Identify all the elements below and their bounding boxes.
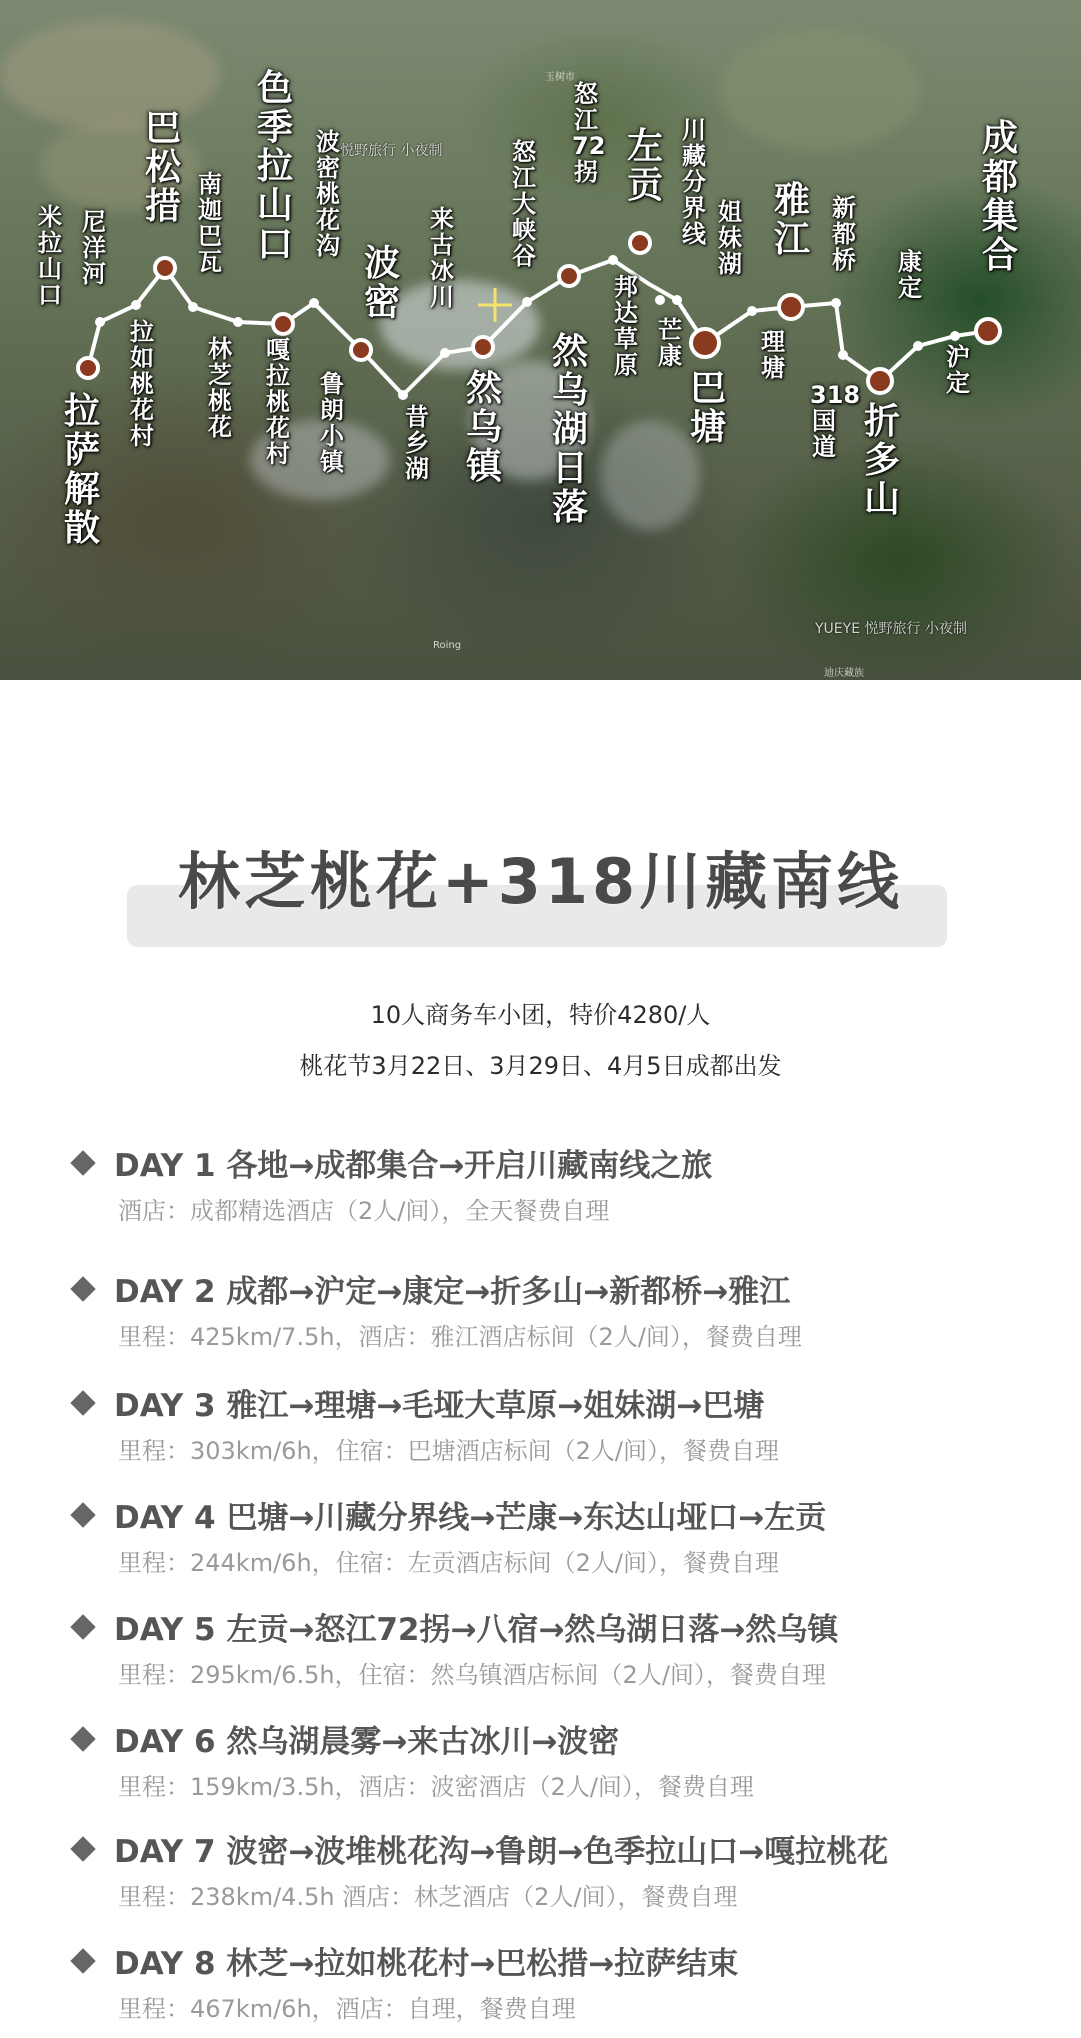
stop-lasa <box>78 358 98 378</box>
day-info: 里程：303km/6h，住宿：巴塘酒店标间（2人/间），餐费自理 <box>118 1437 780 1465</box>
label-nujiang72guai: 怒江72拐 <box>572 80 606 186</box>
stop-zuogong <box>630 233 650 253</box>
label-chuanzangfenjiexian: 川藏分界线 <box>682 116 706 248</box>
route-svg <box>0 0 1081 680</box>
stop-zheduoshan <box>868 369 892 393</box>
label-yajiang: 雅江 <box>773 180 810 260</box>
label-lasa: 拉萨解散 <box>63 391 100 549</box>
label-chengdujihe: 成都集合 <box>981 118 1018 276</box>
label-niyanghe: 尼洋河 <box>82 208 106 288</box>
diamond-bullet-icon <box>70 1726 95 1751</box>
watermark-top: 悦野旅行 小夜制 <box>340 143 443 159</box>
watermark-bottom: YUEYE 悦野旅行 小夜制 <box>815 621 967 637</box>
label-zheduoshan: 折多山 <box>863 401 900 520</box>
label-ranwuhuriluo: 然乌湖日落 <box>551 331 588 528</box>
label-batang: 巴塘 <box>689 368 726 448</box>
crosshair-marker <box>478 288 512 322</box>
day-title: DAY 8 林芝→拉如桃花村→巴松措→拉萨结束 <box>114 1946 739 1982</box>
label-laiguibingchuan: 来古冰川 <box>430 205 454 311</box>
day-info: 里程：467km/6h，酒店：自理，餐费自理 <box>118 1995 576 2023</box>
subtitle-price: 10人商务车小团，特价4280/人 <box>370 1001 711 1029</box>
label-sejilashankou: 色季拉山口 <box>256 68 293 265</box>
diamond-bullet-icon <box>70 1614 95 1639</box>
diamond-bullet-icon <box>70 1948 95 1973</box>
day-info: 里程：238km/4.5h 酒店：林芝酒店（2人/间），餐费自理 <box>118 1883 738 1911</box>
stop-bomi <box>351 340 371 360</box>
itinerary-day-8 <box>70 1938 738 2024</box>
day-info: 酒店：成都精选酒店（2人/间），全天餐费自理 <box>118 1197 610 1225</box>
label-zuogong: 左贡 <box>626 126 663 206</box>
stop-ranwuzhen <box>473 337 493 357</box>
day-info: 里程：425km/7.5h，酒店：雅江酒店标间（2人/间），餐费自理 <box>118 1323 802 1351</box>
itinerary-day-2 <box>70 1266 802 1352</box>
itinerary-day-3 <box>70 1380 779 1466</box>
map-label-diqing: 迪庆藏族 <box>824 668 864 679</box>
label-xindouqiao: 新都桥 <box>832 194 856 274</box>
stop-batang <box>691 329 719 357</box>
label-mangkang: 芒康 <box>658 316 682 370</box>
diamond-bullet-icon <box>70 1150 95 1175</box>
day-info: 里程：295km/6.5h，住宿：然乌镇酒店标间（2人/间），餐费自理 <box>118 1661 826 1689</box>
label-linzhitaohua: 林芝桃花 <box>208 335 232 441</box>
label-luding: 沪定 <box>946 343 970 397</box>
diamond-bullet-icon <box>70 1276 95 1301</box>
day-title: DAY 6 然乌湖晨雾→来古冰川→波密 <box>114 1724 620 1760</box>
label-kangding: 康定 <box>898 248 922 302</box>
page-title: 林芝桃花+318川藏南线 <box>177 845 904 918</box>
stop-yajiang <box>779 295 803 319</box>
label-nanjiabawa: 南迦巴瓦 <box>198 170 222 276</box>
diamond-bullet-icon <box>70 1390 95 1415</box>
label-milashankou: 米拉山口 <box>38 203 62 309</box>
itinerary-day-4 <box>70 1492 826 1578</box>
day-title: DAY 7 波密→波堆桃花沟→鲁朗→色季拉山口→嘎拉桃花 <box>114 1834 889 1870</box>
day-title: DAY 3 雅江→理塘→毛垭大草原→姐妹湖→巴塘 <box>114 1388 765 1424</box>
label-ranwuzhen: 然乌镇 <box>465 368 502 487</box>
label-lulangxiaozhen: 鲁朗小镇 <box>320 370 344 476</box>
itinerary-day-6 <box>70 1716 754 1802</box>
itinerary-day-1 <box>70 1140 712 1226</box>
stop-basongcuo <box>155 258 175 278</box>
label-jiemeihu: 姐妹湖 <box>718 198 742 278</box>
diamond-bullet-icon <box>70 1502 95 1527</box>
subtitle-dates: 桃花节3月22日、3月29日、4月5日成都出发 <box>299 1052 782 1080</box>
day-title: DAY 5 左贡→怒江72拐→八宿→然乌湖日落→然乌镇 <box>114 1612 839 1648</box>
day-title: DAY 4 巴塘→川藏分界线→芒康→东达山垭口→左贡 <box>114 1500 827 1536</box>
stop-ranwuhu <box>559 266 579 286</box>
label-litang: 理塘 <box>761 328 785 382</box>
label-nujiangdaxiagu: 怒江大峡谷 <box>512 138 536 270</box>
label-bomi: 波密 <box>363 243 400 323</box>
map-label-yushu: 玉树市 <box>545 72 575 83</box>
label-bangdacaoyuan: 邦达草原 <box>614 273 638 379</box>
route-map <box>0 0 1081 680</box>
map-label-roing: Roing <box>433 640 462 651</box>
label-galataohuacun: 嘎拉桃花村 <box>266 336 290 468</box>
label-larutaohuacun: 拉如桃花村 <box>130 318 154 450</box>
day-info: 里程：159km/3.5h，酒店：波密酒店（2人/间），餐费自理 <box>118 1773 754 1801</box>
itinerary-day-7 <box>70 1826 888 1912</box>
day-info: 里程：244km/6h，住宿：左贡酒店标间（2人/间），餐费自理 <box>118 1549 780 1577</box>
itinerary-day-5 <box>70 1604 838 1690</box>
day-title: DAY 2 成都→沪定→康定→折多山→新都桥→雅江 <box>114 1274 791 1310</box>
label-318guodao: 318国道 <box>810 381 861 461</box>
label-yinhu: 昔乡湖 <box>405 403 429 483</box>
label-basongcuo: 巴松措 <box>144 108 181 227</box>
stop-galataohua <box>273 314 293 334</box>
label-bomitaohuagou: 波密桃花沟 <box>316 128 340 260</box>
diamond-bullet-icon <box>70 1836 95 1861</box>
day-title: DAY 1 各地→成都集合→开启川藏南线之旅 <box>114 1148 713 1184</box>
stop-chengdu <box>976 319 1000 343</box>
